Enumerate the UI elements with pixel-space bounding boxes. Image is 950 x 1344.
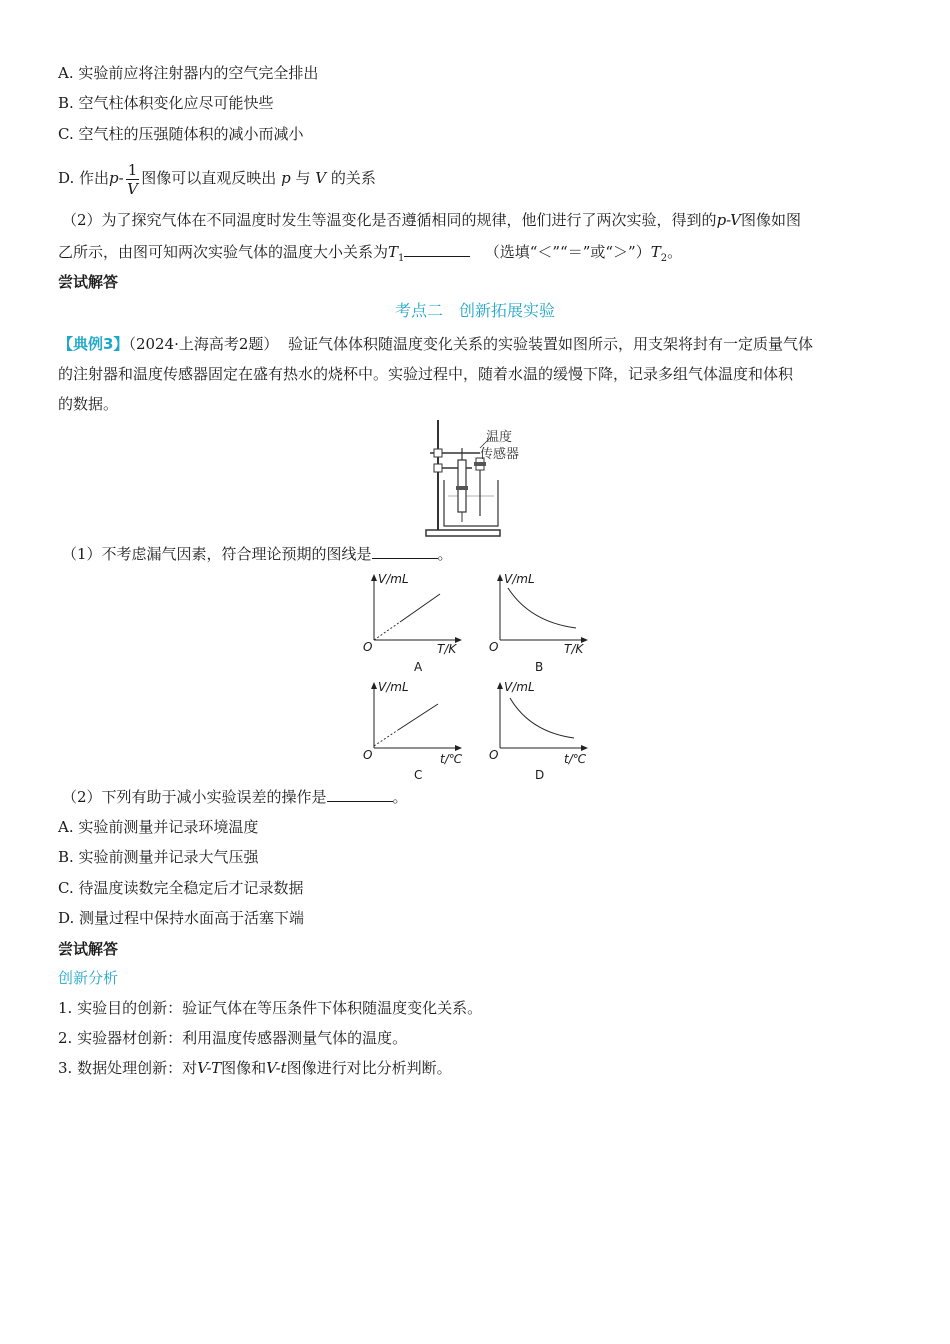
example3-text-3: 的数据。 — [58, 395, 119, 413]
q2-text-4: （选填“＜”“＝”或“＞”） — [484, 243, 651, 261]
analysis-item-3-vt2: V-t — [266, 1059, 287, 1077]
q2-option-b: B. 实验前测量并记录大气压强 — [58, 848, 259, 866]
q2-t1: T — [388, 243, 399, 261]
q2-t2-sub: 2 — [660, 253, 668, 264]
q2-option-a: A. 实验前测量并记录环境温度 — [58, 818, 259, 836]
section-title: 考点二 创新拓展实验 — [394, 301, 555, 320]
graph-c-ylabel: V/mL — [378, 680, 409, 694]
option-d — [58, 158, 376, 198]
analysis-item-3-suffix: 图像进行对比分析判断。 — [286, 1059, 452, 1077]
sub-q1 — [62, 542, 453, 565]
graph-c-label: C — [414, 768, 423, 782]
option-d-and: 与 — [295, 169, 311, 187]
option-d-prefix: D. 作出 — [58, 169, 110, 187]
q2-line-1 — [62, 209, 801, 231]
q2-t1-sub: 1 — [398, 253, 405, 264]
q2-text-3: 乙所示，由图可知两次实验气体的温度大小关系为 — [58, 243, 389, 261]
fraction-numerator: 1 — [127, 160, 138, 179]
graph-d-ylabel: V/mL — [504, 680, 535, 694]
sub-q1-text: （1）不考虑漏气因素，符合理论预期的图线是 — [62, 545, 372, 563]
sub-q2-end: 。 — [392, 788, 408, 806]
analysis-item-3 — [58, 1057, 452, 1079]
example3-text-2: 的注射器和温度传感器固定在盛有热水的烧杯中。实验过程中，随着水温的缓慢下降，记录多组气体温度和体积 — [58, 365, 794, 383]
example3-source: （2024·上海高考2题） — [128, 335, 279, 353]
try-answer-heading-1: 尝试解答 — [58, 273, 119, 291]
answer-blank-3[interactable] — [327, 785, 393, 802]
graph-a-origin: O — [363, 640, 373, 654]
analysis-item-3-prefix: 3. 数据处理创新：对 — [58, 1059, 198, 1077]
example3-tag: 【典例3】 — [58, 335, 129, 353]
graph-b-ylabel: V/mL — [504, 572, 535, 586]
sub-q1-end: 。 — [437, 545, 453, 563]
q2-t2: T — [650, 243, 661, 261]
graph-b-xlabel: T/K — [564, 642, 584, 656]
analysis-item-1: 1. 实验目的创新：验证气体在等压条件下体积随温度变化关系。 — [58, 999, 483, 1017]
example3-paragraph — [58, 329, 890, 419]
q2-option-c: C. 待温度读数完全稳定后才记录数据 — [58, 879, 304, 897]
sub-q2 — [62, 785, 408, 808]
graph-d-label: D — [535, 768, 545, 782]
option-d-mid: 图像可以直观反映出 — [141, 169, 277, 187]
analysis-item-3-vt: V-T — [197, 1059, 222, 1077]
graph-a-ylabel: V/mL — [378, 572, 409, 586]
option-d-dash: - — [118, 169, 124, 187]
graph-d-origin: O — [489, 748, 499, 762]
q2-text-2: 图像如图 — [740, 211, 801, 229]
q2-pv: p-V — [716, 211, 741, 229]
option-b: B. 空气柱体积变化应尽可能快些 — [58, 94, 274, 112]
q2-end: 。 — [667, 243, 683, 261]
example3-text-1: 验证气体体积随温度变化关系的实验装置如图所示，用支架将封有一定质量气体 — [287, 335, 813, 353]
analysis-item-2: 2. 实验器材创新：利用温度传感器测量气体的温度。 — [58, 1029, 408, 1047]
sub-q2-text: （2）下列有助于减小实验误差的操作是 — [62, 788, 327, 806]
graph-d-xlabel: t/℃ — [564, 752, 587, 766]
graph-b-label: B — [535, 660, 544, 674]
graph-c-xlabel: t/℃ — [440, 752, 463, 766]
option-d-p2: p — [281, 169, 291, 187]
graph-b-origin: O — [489, 640, 499, 654]
graph-c-origin: O — [363, 748, 373, 762]
try-answer-heading-2: 尝试解答 — [58, 940, 119, 958]
fraction-denominator: V — [127, 179, 138, 198]
option-d-suffix: 的关系 — [330, 169, 376, 187]
q2-option-d: D. 测量过程中保持水面高于活塞下端 — [58, 909, 305, 927]
option-a: A. 实验前应将注射器内的空气完全排出 — [58, 64, 319, 82]
q2-line-2 — [58, 240, 682, 270]
graph-a-label: A — [414, 660, 423, 674]
apparatus-label-1: 温度 — [486, 430, 513, 445]
apparatus-figure — [420, 418, 540, 540]
analysis-item-3-mid: 图像和 — [221, 1059, 267, 1077]
graph-a-xlabel: T/K — [437, 642, 457, 656]
apparatus-label-2: 传感器 — [480, 447, 520, 462]
option-d-p: p — [109, 169, 119, 187]
answer-blank-2[interactable] — [372, 542, 438, 559]
option-c: C. 空气柱的压强随体积的减小而减小 — [58, 125, 304, 143]
fraction-one-over-v — [126, 161, 140, 198]
answer-blank-1[interactable] — [404, 240, 470, 257]
q2-text-1: （2）为了探究气体在不同温度时发生等温变化是否遵循相同的规律，他们进行了两次实验，得到的 — [62, 211, 717, 229]
analysis-title: 创新分析 — [58, 969, 119, 987]
option-d-v: V — [315, 169, 327, 187]
